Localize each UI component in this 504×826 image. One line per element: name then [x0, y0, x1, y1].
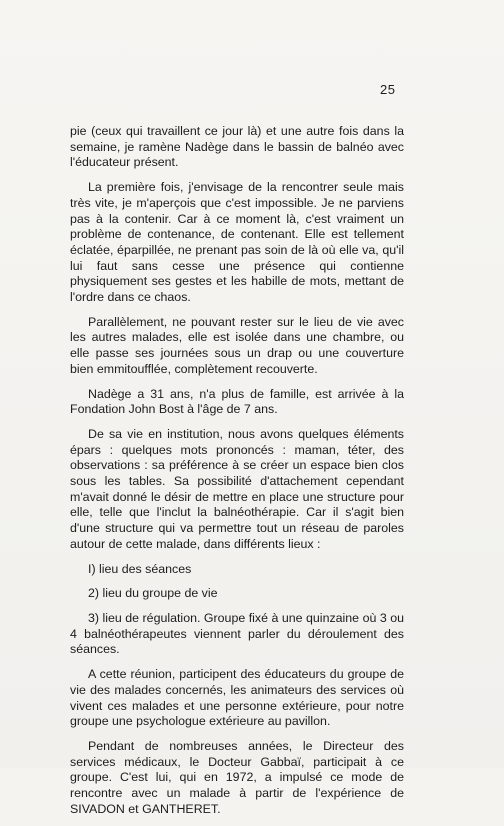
body-text: [70, 124, 404, 826]
paragraph-director: Pendant de nombreuses années, le Directeur des services médicaux, le Docteur Gabbaï, participait à ce groupe. C'est lui, qui en 1972, a impulsé ce mode de rencontre avec un malade à partir de l'expérience de SIVADON et GANTHERET.: [70, 738, 404, 816]
list-item-sessions: I) lieu des séances: [88, 561, 192, 576]
paragraph-institution-life: De sa vie en institution, nous avons quelques éléments épars : quelques mots prononcés : maman, téter, des observations : sa préférence à se créer un espace bien clos sous les tables. Sa possibilité d'attachement cependant m'avait donné le désir de mettre en place une structure pour elle, telle que l'inclut la balnéothérapie. Car il s'agit bien d'une structure qui va permettre tout un réseau de paroles autour de cette malade, dans différents lieux :: [70, 426, 404, 551]
list-item-regulation: 3) lieu de régulation. Groupe fixé à une quinzaine où 3 ou 4 balnéothérapeutes viennent parler du déroulement des séances.: [70, 610, 404, 657]
paragraph-isolation: Parallèlement, ne pouvant rester sur le lieu de vie avec les autres malades, elle est isolée dans une chambre, ou elle passe ses journées sous un drap ou une couverture bien emmitoufflée, complètement recouverte.: [70, 314, 404, 376]
paragraph-continuation: pie (ceux qui travaillent ce jour là) et une autre fois dans la semaine, je ramène Nadège dans le bassin de balnéo avec l'éducateur présent.: [70, 124, 404, 170]
list-item-life-group: 2) lieu du groupe de vie: [88, 586, 218, 601]
page-number: 25: [380, 82, 396, 97]
paragraph-first-time: La première fois, j'envisage de la rencontrer seule mais très vite, je m'aperçois que c'est impossible. Je ne parviens pas à la contenir. Car à ce moment là, c'est vraiment un problème de contenance, de contenant. Elle est tellement éclatée, éparpillée, ne prenant pas soin de là où elle va, qu'il lui faut sans cesse une présence qui contienne physiquement ses gestes et les habille de mots, mettant de l'ordre dans ce chaos.: [70, 180, 404, 305]
paragraph-meeting: A cette réunion, participent des éducateurs du groupe de vie des malades concernés, les animateurs des services où vivent ces malades et une personne extérieure, pour notre groupe une psychologue extérieure au pavillon.: [70, 667, 404, 729]
paragraph-nadege-age: Nadège a 31 ans, n'a plus de famille, est arrivée à la Fondation John Bost à l'âge de 7 ans.: [70, 386, 404, 417]
